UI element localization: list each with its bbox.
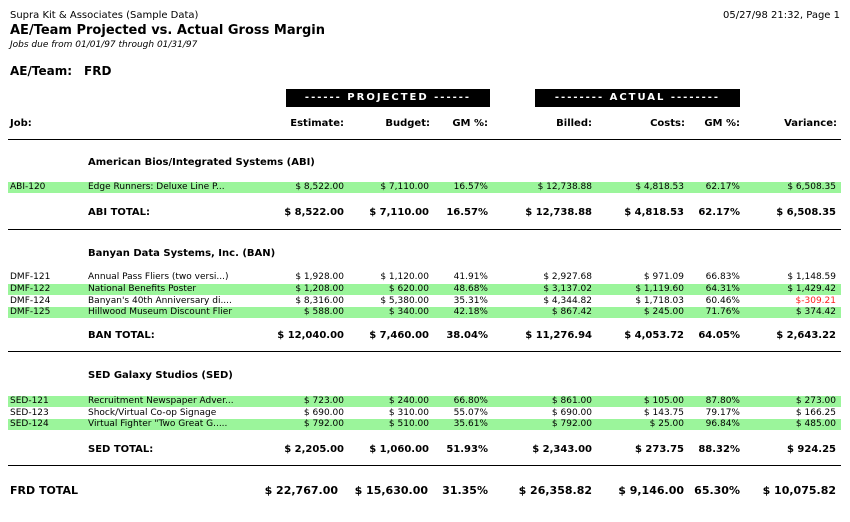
billed-value: $ 2,927.68 [543, 272, 592, 282]
variance-value: $ 1,429.42 [787, 284, 836, 294]
ae-team-label: AE/Team: [10, 64, 72, 78]
costs-total: $ 4,053.72 [624, 330, 684, 341]
actual-band: -------- ACTUAL -------- [535, 89, 740, 107]
billed-value: $ 861.00 [551, 396, 592, 406]
job-number: DMF-125 [10, 307, 51, 317]
table-row [8, 296, 841, 307]
group-total-row [8, 330, 841, 344]
col-job: Job: [10, 118, 32, 129]
costs-value: $ 105.00 [643, 396, 684, 406]
gm-projected-value: 16.57% [453, 182, 488, 192]
table-row [8, 396, 841, 407]
costs-grand-total: $ 9,146.00 [618, 484, 684, 497]
grand-total-label: FRD TOTAL [10, 484, 78, 497]
estimate-value: $ 1,208.00 [295, 284, 344, 294]
gm-projected-grand-total: 31.35% [442, 484, 488, 497]
variance-value: $ 485.00 [795, 419, 836, 429]
variance-grand-total: $ 10,075.82 [762, 484, 836, 497]
group-title: American Bios/Integrated Systems (ABI) [88, 157, 315, 168]
job-number: ABI-120 [10, 182, 46, 192]
gm-actual-grand-total: 65.30% [694, 484, 740, 497]
billed-value: $ 3,137.02 [543, 284, 592, 294]
budget-value: $ 310.00 [388, 408, 429, 418]
gm-actual-value: 62.17% [705, 182, 740, 192]
gm-actual-value: 79.17% [705, 408, 740, 418]
budget-grand-total: $ 15,630.00 [354, 484, 428, 497]
group-total-label: BAN TOTAL: [88, 330, 155, 341]
billed-grand-total: $ 26,358.82 [518, 484, 592, 497]
header-rule [8, 139, 841, 140]
billed-value: $ 792.00 [551, 419, 592, 429]
group-title: SED Galaxy Studios (SED) [88, 370, 233, 381]
gm-actual-value: 71.76% [705, 307, 740, 317]
gm-projected-total: 38.04% [446, 330, 488, 341]
costs-value: $ 25.00 [649, 419, 684, 429]
costs-total: $ 273.75 [634, 444, 684, 455]
estimate-value: $ 588.00 [303, 307, 344, 317]
budget-total: $ 7,460.00 [369, 330, 429, 341]
estimate-value: $ 690.00 [303, 408, 344, 418]
billed-value: $ 690.00 [551, 408, 592, 418]
variance-total: $ 2,643.22 [776, 330, 836, 341]
gm-projected-value: 55.07% [453, 408, 488, 418]
job-description: National Benefits Poster [88, 284, 197, 294]
costs-value: $ 143.75 [643, 408, 684, 418]
gm-projected-value: 66.80% [453, 396, 488, 406]
variance-total: $ 924.25 [786, 444, 836, 455]
variance-value: $ 273.00 [795, 396, 836, 406]
costs-value: $ 1,718.03 [635, 296, 684, 306]
col-gm-actual: GM %: [704, 118, 740, 129]
variance-value: $ 374.42 [795, 307, 836, 317]
variance-total: $ 6,508.35 [776, 207, 836, 218]
billed-total: $ 2,343.00 [532, 444, 592, 455]
gm-projected-value: 42.18% [453, 307, 488, 317]
table-row [8, 419, 841, 430]
gm-projected-value: 48.68% [453, 284, 488, 294]
budget-total: $ 7,110.00 [369, 207, 429, 218]
group-rule [8, 351, 841, 352]
job-number: DMF-122 [10, 284, 51, 294]
estimate-total: $ 12,040.00 [277, 330, 344, 341]
gm-actual-total: 88.32% [698, 444, 740, 455]
budget-value: $ 1,120.00 [380, 272, 429, 282]
gm-projected-value: 35.31% [453, 296, 488, 306]
estimate-value: $ 792.00 [303, 419, 344, 429]
report-subtitle: Jobs due from 01/01/97 through 01/31/97 [10, 40, 198, 50]
budget-value: $ 7,110.00 [380, 182, 429, 192]
gm-actual-value: 60.46% [705, 296, 740, 306]
job-number: DMF-121 [10, 272, 51, 282]
billed-value: $ 12,738.88 [537, 182, 592, 192]
col-estimate: Estimate: [290, 118, 344, 129]
col-gm-projected: GM %: [452, 118, 488, 129]
gm-actual-total: 62.17% [698, 207, 740, 218]
group-title: Banyan Data Systems, Inc. (BAN) [88, 248, 276, 259]
gm-projected-value: 35.61% [453, 419, 488, 429]
table-row [8, 272, 841, 283]
gm-actual-value: 87.80% [705, 396, 740, 406]
costs-value: $ 1,119.60 [635, 284, 684, 294]
group-total-row [8, 207, 841, 221]
job-number: SED-123 [10, 408, 49, 418]
report-date-page: 05/27/98 21:32, Page 1 [722, 10, 840, 21]
grand-total-row [8, 484, 841, 498]
col-costs: Costs: [650, 118, 685, 129]
table-row [8, 307, 841, 318]
company-name: Supra Kit & Associates (Sample Data) [10, 10, 199, 21]
costs-value: $ 971.09 [643, 272, 684, 282]
billed-total: $ 11,276.94 [525, 330, 592, 341]
group-total-label: ABI TOTAL: [88, 207, 151, 218]
job-description: Annual Pass Fliers (two versi...) [88, 272, 229, 282]
estimate-value: $ 723.00 [303, 396, 344, 406]
col-billed: Billed: [556, 118, 592, 129]
gm-actual-value: 96.84% [705, 419, 740, 429]
estimate-value: $ 8,522.00 [295, 182, 344, 192]
ae-team-heading [10, 64, 111, 78]
budget-value: $ 510.00 [388, 419, 429, 429]
gm-actual-value: 64.31% [705, 284, 740, 294]
costs-value: $ 245.00 [643, 307, 684, 317]
budget-total: $ 1,060.00 [369, 444, 429, 455]
estimate-value: $ 1,928.00 [295, 272, 344, 282]
job-number: DMF-124 [10, 296, 51, 306]
report-title: AE/Team Projected vs. Actual Gross Margin [10, 23, 326, 38]
variance-value-negative: $-309.21 [795, 296, 836, 306]
budget-value: $ 620.00 [388, 284, 429, 294]
estimate-total: $ 8,522.00 [284, 207, 344, 218]
billed-total: $ 12,738.88 [525, 207, 592, 218]
projected-band: ------ PROJECTED ------ [286, 89, 490, 107]
col-variance: Variance: [784, 118, 837, 129]
gm-actual-total: 64.05% [698, 330, 740, 341]
gm-projected-total: 51.93% [446, 444, 488, 455]
variance-value: $ 1,148.59 [787, 272, 836, 282]
job-description: Banyan's 40th Anniversary di.... [88, 296, 232, 306]
job-number: SED-124 [10, 419, 49, 429]
job-description: Virtual Fighter "Two Great G..... [88, 419, 228, 429]
group-total-label: SED TOTAL: [88, 444, 154, 455]
col-budget: Budget: [385, 118, 430, 129]
estimate-value: $ 8,316.00 [295, 296, 344, 306]
group-rule [8, 229, 841, 230]
gm-projected-total: 16.57% [446, 207, 488, 218]
costs-total: $ 4,818.53 [624, 207, 684, 218]
gm-actual-value: 66.83% [705, 272, 740, 282]
job-description: Edge Runners: Deluxe Line P... [88, 182, 225, 192]
table-row [8, 182, 841, 193]
variance-value: $ 6,508.35 [787, 182, 836, 192]
job-description: Recruitment Newspaper Adver... [88, 396, 234, 406]
job-description: Hillwood Museum Discount Flier [88, 307, 233, 317]
budget-value: $ 340.00 [388, 307, 429, 317]
table-row [8, 408, 841, 419]
estimate-total: $ 2,205.00 [284, 444, 344, 455]
budget-value: $ 240.00 [388, 396, 429, 406]
job-number: SED-121 [10, 396, 49, 406]
variance-value: $ 166.25 [795, 408, 836, 418]
job-description: Shock/Virtual Co-op Signage [88, 408, 217, 418]
group-total-row [8, 444, 841, 458]
costs-value: $ 4,818.53 [635, 182, 684, 192]
table-row [8, 284, 841, 295]
billed-value: $ 867.42 [551, 307, 592, 317]
ae-team-value: FRD [84, 64, 112, 78]
budget-value: $ 5,380.00 [380, 296, 429, 306]
estimate-grand-total: $ 22,767.00 [264, 484, 338, 497]
gm-projected-value: 41.91% [453, 272, 488, 282]
billed-value: $ 4,344.82 [543, 296, 592, 306]
group-rule [8, 465, 841, 466]
